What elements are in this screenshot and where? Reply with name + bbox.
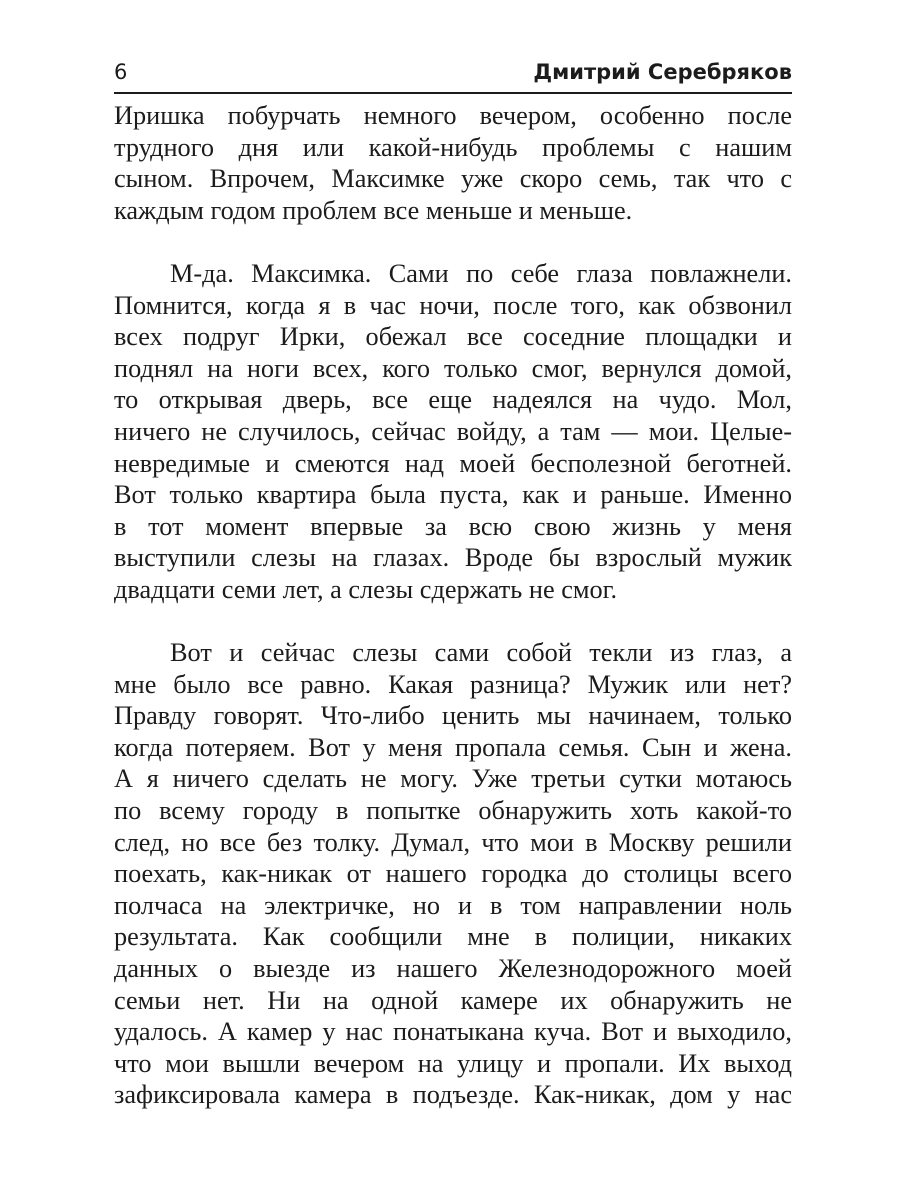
text-line: по всему городу в попытке обнаружить хоть какой-то [114,796,792,826]
text-line: Помнится, когда я в час ночи, после того, как обзвонил [114,290,792,320]
paragraph [114,637,792,1111]
text-line: поднял на ноги всех, кого только смог, вернулся домой, [114,353,792,383]
paragraph [114,100,792,226]
text-line: мне было все равно. Какая разница? Мужик или нет? [114,669,792,699]
text-line: трудного дня или какой-нибудь проблемы с нашим [114,132,792,162]
page-number: 6 [114,60,128,84]
book-author: Дмитрий Серебряков [533,60,792,84]
paragraph [114,258,792,606]
text-line: результата. Как сообщили мне в полиции, никаких [114,922,792,952]
text-line: М-да. Максимка. Сами по себе глаза повлажнели. [170,258,792,288]
text-line: Правду говорят. Что-либо ценить мы начинаем, только [114,701,792,731]
text-line: зафиксировала камера в подъезде. Как-никак, дом у нас [114,1080,792,1110]
text-line: каждым годом проблем все меньше и меньше. [114,195,633,225]
text-line: что мои вышли вечером на улицу и пропали. Их выход [114,1048,792,1078]
text-line: поехать, как-никак от нашего городка до столицы всего [114,859,792,889]
text-line: ничего не случилось, сейчас войду, а там — мои. Целые- [114,416,792,446]
text-line: когда потеряем. Вот у меня пропала семья. Сын и жена. [114,732,792,762]
text-line: Вот только квартира была пуста, как и раньше. Именно [114,480,792,510]
text-line: полчаса на электричке, но и в том направлении ноль [114,890,792,920]
text-line: невредимые и смеются над моей бесполезной беготней. [114,448,792,478]
running-header [114,56,792,90]
text-line: удалось. А камер у нас понатыкана куча. Вот и выходило, [114,1017,792,1047]
paragraph-gap [114,606,792,638]
text-line: данных о выезде из нашего Железнодорожного моей [114,954,792,984]
text-line: А я ничего сделать не могу. Уже третьи сутки мотаюсь [114,764,792,794]
text-line: двадцати семи лет, а слезы сдержать не смог. [114,574,618,604]
paragraph-gap [114,226,792,258]
book-page [114,0,792,1200]
text-line: выступили слезы на глазах. Вроде бы взрослый мужик [114,543,792,573]
body-text [114,100,792,1111]
text-line: Вот и сейчас слезы сами собой текли из глаз, а [170,638,792,668]
text-line: семьи нет. Ни на одной камере их обнаружить не [114,985,792,1015]
text-line: всех подруг Ирки, обежал все соседние площадки и [114,322,792,352]
text-line: в тот момент впервые за всю свою жизнь у меня [114,511,792,541]
text-line: след, но все без толку. Думал, что мои в Москву решили [114,827,792,857]
text-line: Иришка побурчать немного вечером, особенно после [114,101,792,130]
text-line: сыном. Впрочем, Максимке уже скоро семь, так что с [114,164,792,194]
text-line: то открывая дверь, все еще надеялся на чудо. Мол, [114,385,792,415]
header-divider [114,92,792,94]
